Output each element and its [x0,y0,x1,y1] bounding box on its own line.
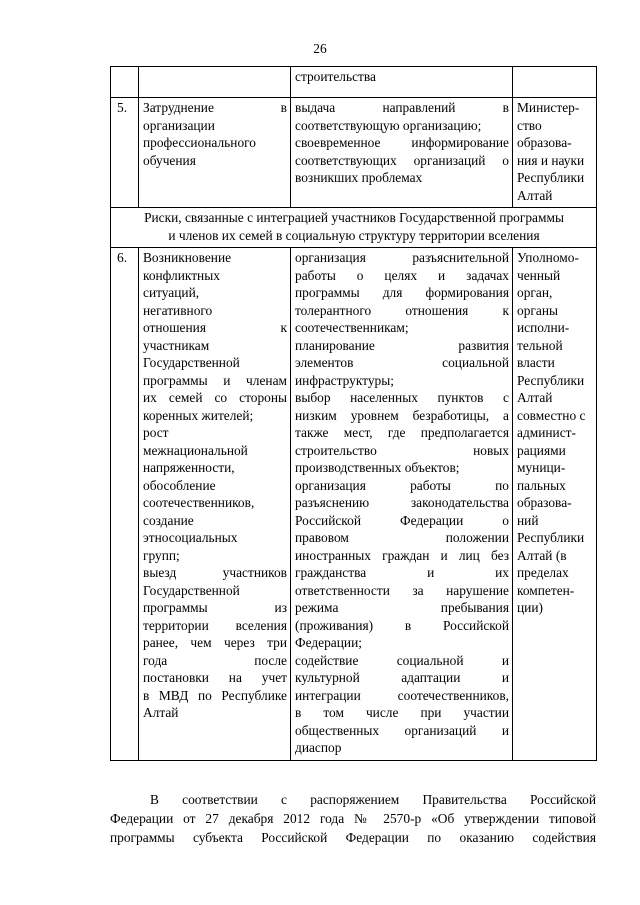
cell-number [111,67,139,98]
text-line: обучения [143,152,196,168]
cell-risk [139,248,291,761]
text-line: соответствующую организацию; [295,117,482,133]
paragraph-line: программы субъекта Российской Федерации по оказанию содействия [110,830,596,845]
text-line: муници- [517,460,566,475]
text-line: их семей со стороны [143,390,287,405]
text-line: власти [517,355,555,370]
row-number: 6. [111,248,139,761]
text-line: режима пребывания [295,600,509,615]
cell-risk [139,67,291,98]
text-line: органы [517,302,558,318]
text-line: межнациональной [143,442,248,458]
text-line: профессионального [143,135,256,150]
text-line: ситуаций, [143,285,200,300]
text-line: выдача направлений в [295,100,509,115]
row-number: 5. [111,98,139,208]
text-line: пальных [517,477,566,493]
text-line: соотечественников, [143,495,255,510]
text-line: программы и членам [143,372,287,388]
section-header-line: и членов их семей в социальную структуру территории вселения [168,227,540,243]
text-line: групп; [143,547,180,563]
text-line: соотечественникам; [295,320,409,335]
text-line: админист- [517,425,576,440]
text-line: программы из [143,600,287,615]
text-line: выезд участников [143,565,287,580]
text-line: обособление [143,477,216,493]
text-line: ний [517,512,539,528]
text-line: Возникновение [143,250,232,265]
text-line: элементов социальной [295,355,509,370]
text-line: ство [517,117,542,133]
text-line: планирование развития [295,337,509,353]
page-number: 26 [313,41,327,56]
section-header-row [111,208,597,248]
cell-responsible [513,98,597,208]
text-line: Государственной [143,582,240,598]
text-line: конфликтных [143,267,220,283]
text-line: исполни- [517,320,570,335]
text-line: Республики [517,170,585,185]
text-line: Уполномо- [517,250,579,265]
text-line: низким уровнем безработицы, а [295,407,509,423]
text-line: отношения к [143,320,287,335]
text-line: строительство новых [295,442,509,458]
text-line: (проживания) в Российской [295,617,509,633]
text-line: коренных жителей; [143,407,254,423]
text-line: содействие социальной и [295,652,509,668]
text-line: ции) [517,600,543,615]
text-line: ответственности за нарушение [295,582,509,598]
text-line: Затруднение в [143,100,287,115]
text-line: инфраструктуры; [295,372,394,388]
text-line: интеграции соотечественников, [295,687,509,703]
text-line: пределах [517,565,569,580]
text-line: общественных организаций и [295,722,509,738]
text-line: года после [143,652,287,668]
text-line: иностранных граждан и лиц без [295,547,509,563]
cell-responsible [513,248,597,761]
text-line: соответствующих организаций о [295,152,509,168]
text-line: Федерации; [295,635,362,650]
text-line: образова- [517,495,572,510]
text-line: толерантного отношения к [295,302,509,318]
section-header [111,208,597,248]
text-line: программы для формирования [295,285,509,300]
text-line: производственных объектов; [295,460,460,475]
text-line: строительства [295,69,376,84]
text-line: разъяснению законодательства [295,495,509,510]
text-line: негативного [143,302,213,318]
text-line: ния и науки [517,152,585,168]
text-line: в МВД по Республике [143,687,287,703]
text-line: Алтай [517,390,553,405]
text-line: участникам [143,337,210,353]
text-line: постановки на учет [143,670,287,685]
text-line: Российской Федерации о [295,512,509,528]
text-line: Министер- [517,100,580,115]
text-line: рост [143,425,169,440]
text-line: тельной [517,337,563,353]
text-line: Республики [517,372,585,388]
cell-measures [291,248,513,761]
text-line: культурной адаптации и [295,670,509,685]
paragraph-line: Федерации от 27 декабря 2012 года № 2570-р «Об утверждении типовой [110,811,596,826]
text-line: Алтай (в [517,547,567,563]
text-line: напряженности, [143,460,235,475]
risk-table [110,66,597,761]
text-line: диаспор [295,740,342,755]
text-line: орган, [517,285,553,300]
text-line: работы о целях и задачах [295,267,509,283]
text-line: своевременное информирование [295,135,509,150]
text-line: организация работы по [295,477,509,493]
text-line: компетен- [517,582,575,598]
text-line: образова- [517,135,572,150]
text-line: также мест, где предполагается [295,425,509,440]
text-line: организации [143,117,215,133]
text-line: гражданства и их [295,565,509,580]
text-line: ченный [517,267,561,283]
text-line: совместно с [517,407,586,423]
text-line: правовом положении [295,530,509,545]
cell-risk [139,98,291,208]
text-line: рациями [517,442,566,458]
text-line: Государственной [143,355,240,370]
text-line: ранее, чем через три [143,635,287,650]
closing-paragraph [110,790,596,847]
cell-responsible [513,67,597,98]
table-row-continued [111,67,597,98]
text-line: территории вселения [143,617,287,633]
text-line: организация разъяснительной [295,250,509,265]
section-header-line: Риски, связанные с интеграцией участников Государственной программы [144,210,564,225]
text-line: этносоциальных [143,530,238,545]
text-line: Республики [517,530,585,545]
text-line: создание [143,512,194,528]
text-line: Алтай [517,187,553,203]
table-row-5 [111,98,597,208]
text-line: в том числе при участии [295,705,509,720]
text-line: выбор населенных пунктов с [295,390,509,405]
cell-measures [291,98,513,208]
text-line: Алтай [143,705,179,720]
paragraph-line: В соответствии с распоряжением Правительства Российской [150,792,596,807]
table-row-6 [111,248,597,761]
text-line: возникших проблемах [295,170,423,185]
cell-measures [291,67,513,98]
